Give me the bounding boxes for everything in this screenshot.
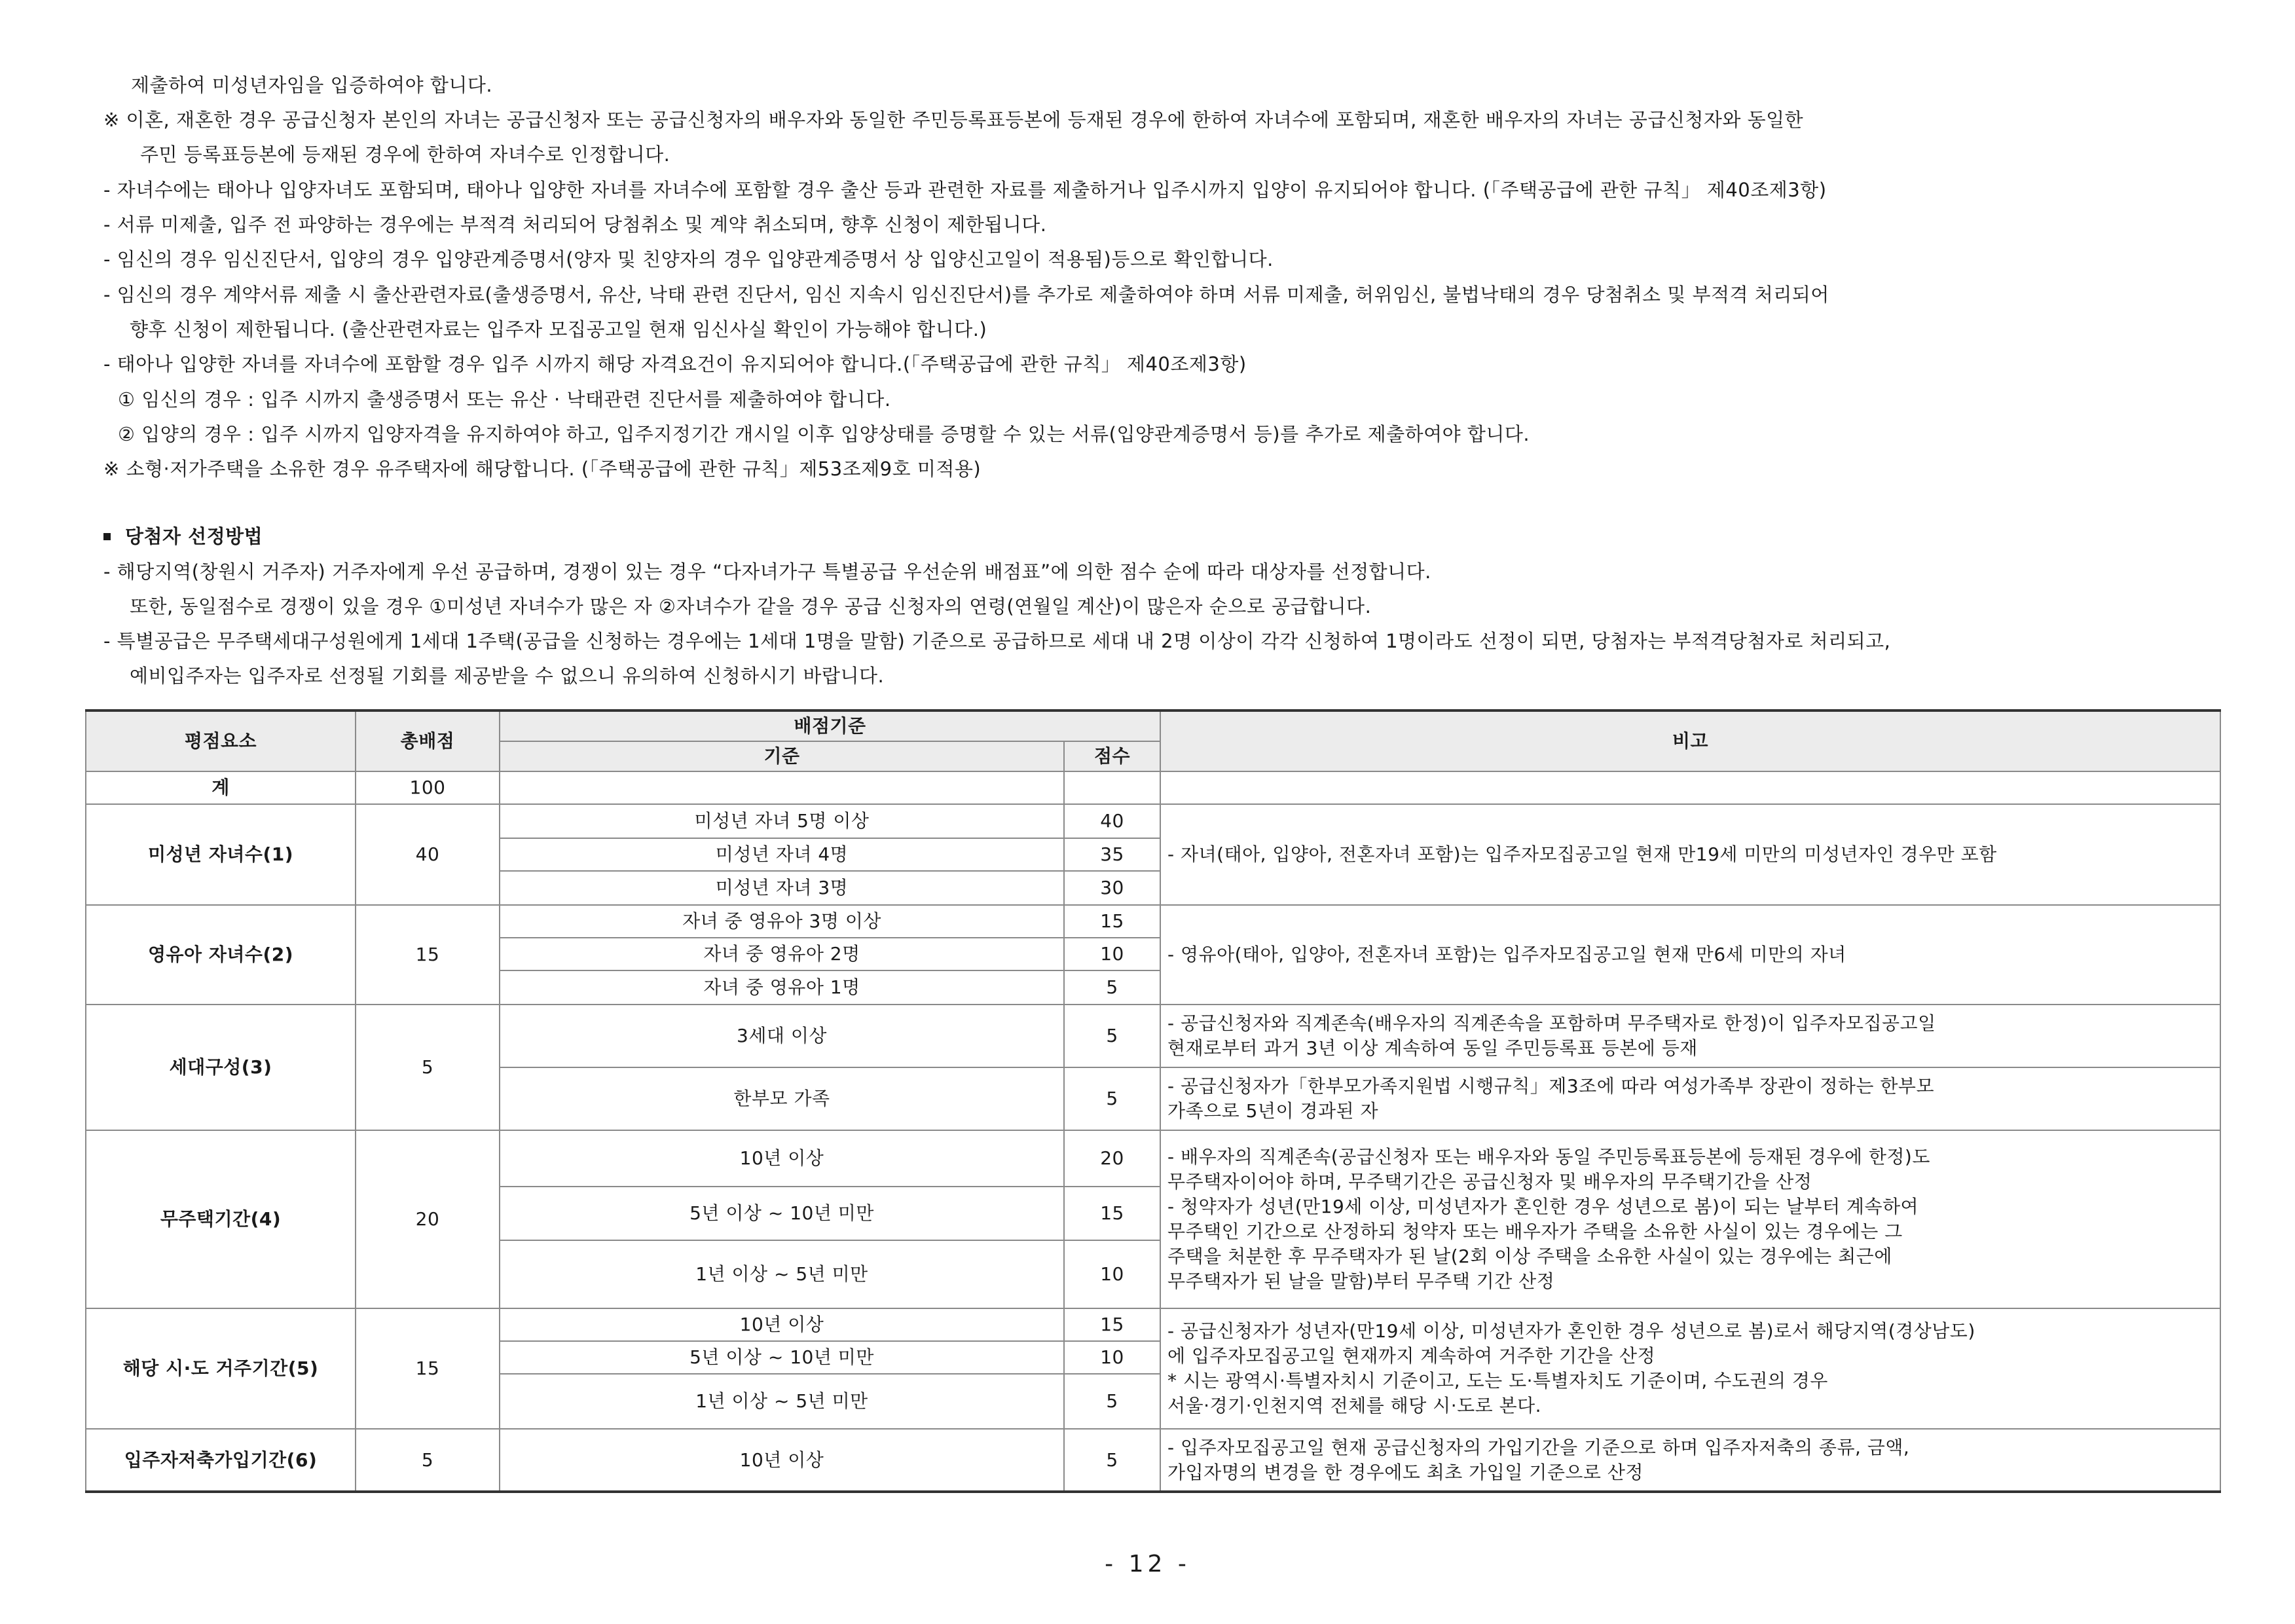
score-cell: 40 bbox=[1064, 804, 1160, 838]
score-cell: 35 bbox=[1064, 838, 1160, 871]
paragraph-line: ※ 소형·저가주택을 소유한 경우 유주택자에 해당합니다. (「주택공급에 관한 규칙」제53조제9호 미적용) bbox=[103, 458, 982, 480]
factor-cell: 미성년 자녀수(1) bbox=[86, 804, 356, 905]
score-cell: 5 bbox=[1064, 1005, 1160, 1067]
criterion-cell: 자녀 중 영유아 1명 bbox=[500, 970, 1064, 1005]
note-cell bbox=[1160, 1429, 2220, 1492]
criterion-cell: 자녀 중 영유아 2명 bbox=[500, 938, 1064, 970]
total-cell: 5 bbox=[356, 1429, 500, 1492]
note-cell bbox=[1160, 1130, 2220, 1308]
header-factor: 평점요소 bbox=[86, 710, 356, 771]
paragraph-line: 제출하여 미성년자임을 입증하여야 합니다. bbox=[131, 74, 493, 96]
note-line: - 영유아(태아, 입양아, 전혼자녀 포함)는 입주자모집공고일 현재 만6세 미만의 자녀 bbox=[1167, 944, 1846, 965]
criterion-cell: 10년 이상 bbox=[500, 1308, 1064, 1341]
score-cell: 15 bbox=[1064, 1308, 1160, 1341]
score-cell: 5 bbox=[1064, 1067, 1160, 1130]
paragraph-line: - 자녀수에는 태아나 입양자녀도 포함되며, 태아나 입양한 자녀를 자녀수에 포함할 경우 출산 등과 관련한 자료를 제출하거나 입주시까지 입양이 유지되어야 합니다. (「주택공급에 관한 규칙」 제40조제3항) bbox=[103, 179, 1827, 201]
note-line: 현재로부터 과거 3년 이상 계속하여 동일 주민등록표 등본에 등재 bbox=[1167, 1037, 1698, 1059]
factor-cell: 입주자저축가입기간(6) bbox=[86, 1429, 356, 1492]
criterion-cell: 한부모 가족 bbox=[500, 1067, 1064, 1130]
paragraph-line: - 태아나 입양한 자녀를 자녀수에 포함할 경우 입주 시까지 해당 자격요건이 유지되어야 합니다.(「주택공급에 관한 규칙」 제40조제3항) bbox=[103, 353, 1247, 375]
note-line: - 입주자모집공고일 현재 공급신청자의 가입기간을 기준으로 하며 입주자저축의 종류, 금액, bbox=[1167, 1436, 1910, 1458]
note-cell bbox=[1160, 905, 2220, 1005]
total-cell: 5 bbox=[356, 1005, 500, 1130]
factor-cell: 해당 시·도 거주기간(5) bbox=[86, 1308, 356, 1429]
paragraph-line: - 임신의 경우 임신진단서, 입양의 경우 입양관계증명서(양자 및 친양자의 경우 입양관계증명서 상 입양신고일이 적용됨)등으로 확인합니다. bbox=[103, 248, 1274, 270]
page-number: - 12 - bbox=[1105, 1551, 1190, 1578]
note-cell bbox=[1160, 804, 2220, 905]
header-total: 총배점 bbox=[356, 710, 500, 771]
criterion-cell: 5년 이상 ~ 10년 미만 bbox=[500, 1341, 1064, 1374]
criterion-cell: 1년 이상 ~ 5년 미만 bbox=[500, 1240, 1064, 1308]
header-score: 점수 bbox=[1064, 741, 1160, 771]
note-line: 에 입주자모집공고일 현재까지 계속하여 거주한 기간을 산정 bbox=[1167, 1345, 1656, 1367]
factor-cell: 무주택기간(4) bbox=[86, 1130, 356, 1308]
note-line: - 공급신청자와 직계존속(배우자의 직계존속을 포함하며 무주택자로 한정)이 입주자모집공고일 bbox=[1167, 1012, 1936, 1034]
criterion-cell: 자녀 중 영유아 3명 이상 bbox=[500, 905, 1064, 938]
factor-cell: 영유아 자녀수(2) bbox=[86, 905, 356, 1005]
header-note: 비고 bbox=[1160, 710, 2220, 771]
total-cell: 15 bbox=[356, 1308, 500, 1429]
total-cell: 15 bbox=[356, 905, 500, 1005]
note-cell bbox=[1160, 1005, 2220, 1067]
square-bullet-icon bbox=[103, 533, 111, 540]
score-cell: 10 bbox=[1064, 1341, 1160, 1374]
header-criteria-group: 배점기준 bbox=[500, 710, 1160, 741]
note-line: - 자녀(태아, 입양아, 전혼자녀 포함)는 입주자모집공고일 현재 만19세 미만의 미성년자인 경우만 포함 bbox=[1167, 843, 1997, 865]
note-line: - 공급신청자가 성년자(만19세 이상, 미성년자가 혼인한 경우 성년으로 봄)로서 해당지역(경상남도) bbox=[1167, 1320, 1975, 1342]
score-cell: 10 bbox=[1064, 1240, 1160, 1308]
paragraph-line: - 임신의 경우 계약서류 제출 시 출산관련자료(출생증명서, 유산, 낙태 관련 진단서, 임신 지속시 임신진단서)를 추가로 제출하여야 하며 서류 미제출, 허위임신, 불법낙태의 경우 당첨취소 및 부적격 처리되어 bbox=[103, 284, 1829, 306]
note-line: 주택을 처분한 후 무주택자가 된 날(2회 이상 주택을 소유한 사실이 있는 경우에는 최근에 bbox=[1167, 1246, 1892, 1267]
header-criterion: 기준 bbox=[500, 741, 1064, 771]
note-line: 무주택자가 된 날을 말함)부터 무주택 기간 산정 bbox=[1167, 1270, 1555, 1292]
paragraph-line: ② 입양의 경우 : 입주 시까지 입양자격을 유지하여야 하고, 입주지정기간 개시일 이후 입양상태를 증명할 수 있는 서류(입양관계증명서 등)를 추가로 제출하여야 합니다. bbox=[118, 423, 1530, 445]
note-line: 가입자명의 변경을 한 경우에도 최초 가입일 기준으로 산정 bbox=[1167, 1461, 1643, 1483]
section-line: - 해당지역(창원시 거주자) 거주자에게 우선 공급하며, 경쟁이 있는 경우 “다자녀가구 특별공급 우선순위 배점표”에 의한 점수 순에 따라 대상자를 선정합니다. bbox=[103, 561, 1431, 583]
score-cell: 10 bbox=[1064, 938, 1160, 970]
note-line: 서울·경기·인천지역 전체를 해당 시·도로 본다. bbox=[1167, 1395, 1542, 1416]
criterion-cell: 3세대 이상 bbox=[500, 1005, 1064, 1067]
total-cell: 40 bbox=[356, 804, 500, 905]
note-cell bbox=[1160, 1067, 2220, 1130]
score-cell: 15 bbox=[1064, 1187, 1160, 1240]
criterion-cell: 5년 이상 ~ 10년 미만 bbox=[500, 1187, 1064, 1240]
paragraph-line: 주민 등록표등본에 등재된 경우에 한하여 자녀수로 인정합니다. bbox=[140, 143, 670, 166]
note-line: * 시는 광역시·특별자치시 기준이고, 도는 도·특별자치도 기준이며, 수도권의 경우 bbox=[1167, 1370, 1828, 1392]
priority-score-table bbox=[85, 709, 2221, 1493]
score-cell: 15 bbox=[1064, 905, 1160, 938]
note-line: 무주택자이어야 하며, 무주택기간은 공급신청자 및 배우자의 무주택기간을 산정 bbox=[1167, 1171, 1812, 1192]
section-line: - 특별공급은 무주택세대구성원에게 1세대 1주택(공급을 신청하는 경우에는 1세대 1명을 말함) 기준으로 공급하므로 세대 내 2명 이상이 각각 신청하여 1명이라도 선정이 되면, 당첨자는 부적격당첨자로 처리되고, bbox=[103, 630, 1891, 652]
score-cell: 30 bbox=[1064, 871, 1160, 905]
section-heading-text: 당첨자 선정방법 bbox=[125, 525, 263, 547]
score-cell: 20 bbox=[1064, 1130, 1160, 1187]
criterion-cell: 10년 이상 bbox=[500, 1429, 1064, 1492]
note-line: 가족으로 5년이 경과된 자 bbox=[1167, 1100, 1379, 1122]
factor-cell: 세대구성(3) bbox=[86, 1005, 356, 1130]
criterion-cell: 미성년 자녀 5명 이상 bbox=[500, 804, 1064, 838]
total-row-total: 100 bbox=[356, 771, 500, 804]
criterion-cell: 1년 이상 ~ 5년 미만 bbox=[500, 1374, 1064, 1429]
total-cell: 20 bbox=[356, 1130, 500, 1308]
criterion-cell: 미성년 자녀 4명 bbox=[500, 838, 1064, 871]
note-line: 무주택인 기간으로 산정하되 청약자 또는 배우자가 주택을 소유한 사실이 있는 경우에는 그 bbox=[1167, 1221, 1903, 1242]
paragraph-line: ① 임신의 경우 : 입주 시까지 출생증명서 또는 유산 · 낙태관련 진단서를 제출하여야 합니다. bbox=[118, 388, 891, 411]
note-line: - 배우자의 직계존속(공급신청자 또는 배우자와 동일 주민등록표등본에 등재된 경우에 한정)도 bbox=[1167, 1146, 1930, 1168]
score-cell: 5 bbox=[1064, 970, 1160, 1005]
criterion-cell: 미성년 자녀 3명 bbox=[500, 871, 1064, 905]
note-cell bbox=[1160, 1308, 2220, 1429]
paragraph-line: - 서류 미제출, 입주 전 파양하는 경우에는 부적격 처리되어 당첨취소 및 계약 취소되며, 향후 신청이 제한됩니다. bbox=[103, 213, 1047, 236]
paragraph-line: 향후 신청이 제한됩니다. (출산관련자료는 입주자 모집공고일 현재 임신사실 확인이 가능해야 합니다.) bbox=[130, 318, 987, 341]
criterion-cell: 10년 이상 bbox=[500, 1130, 1064, 1187]
score-cell: 5 bbox=[1064, 1429, 1160, 1492]
score-cell: 5 bbox=[1064, 1374, 1160, 1429]
paragraph-line: ※ 이혼, 재혼한 경우 공급신청자 본인의 자녀는 공급신청자 또는 공급신청자의 배우자와 동일한 주민등록표등본에 등재된 경우에 한하여 자녀수에 포함되며, 재혼한 배우자의 자녀는 공급신청자와 동일한 bbox=[103, 109, 1804, 131]
section-heading bbox=[103, 523, 263, 549]
total-row-label: 계 bbox=[86, 771, 356, 804]
note-line: - 청약자가 성년(만19세 이상, 미성년자가 혼인한 경우 성년으로 봄)이 되는 날부터 계속하여 bbox=[1167, 1196, 1919, 1217]
section-line: 또한, 동일점수로 경쟁이 있을 경우 ①미성년 자녀수가 많은 자 ②자녀수가 같을 경우 공급 신청자의 연령(연월일 계산)이 많은자 순으로 공급합니다. bbox=[130, 595, 1372, 618]
note-line: - 공급신청자가「한부모가족지원법 시행규칙」제3조에 따라 여성가족부 장관이 정하는 한부모 bbox=[1167, 1075, 1935, 1097]
section-line: 예비입주자는 입주자로 선정될 기회를 제공받을 수 없으니 유의하여 신청하시기 바랍니다. bbox=[130, 665, 885, 687]
